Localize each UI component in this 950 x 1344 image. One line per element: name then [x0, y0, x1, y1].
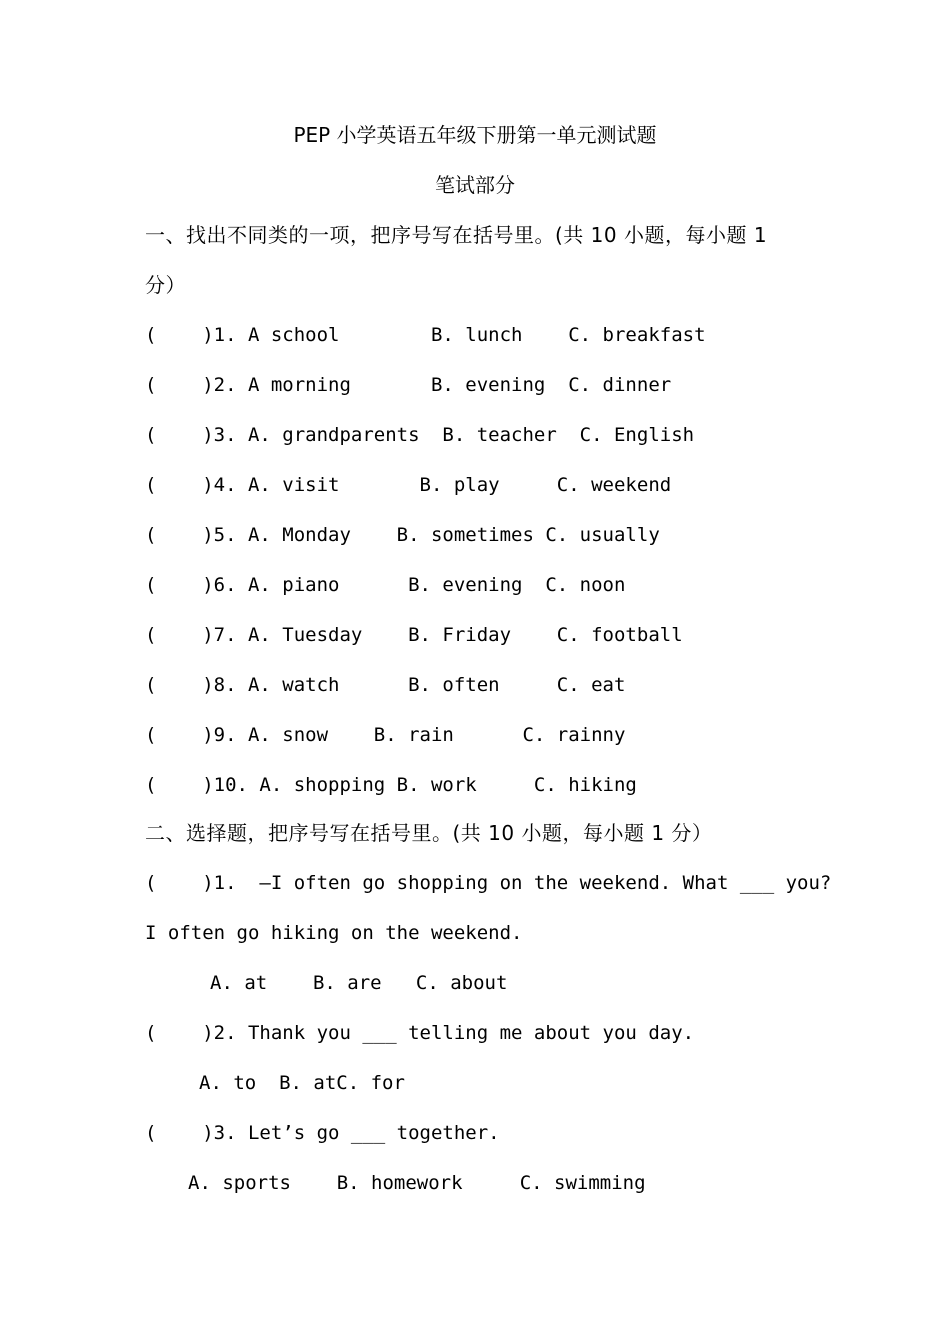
question-item: ( )8. A. watch B. often C. eat	[145, 674, 626, 696]
mc-question-2: ( )2. Thank you ___ telling me about you day.	[145, 1022, 695, 1044]
section1-heading-cont: 分）	[145, 273, 186, 297]
mc-question-1: ( )1. –I often go shopping on the weekend. What ___ you?	[145, 872, 832, 894]
page-subtitle: 笔试部分	[435, 173, 515, 197]
question-item: ( )1. A school B. lunch C. breakfast	[145, 324, 706, 346]
mc-options-3: A. sports B. homework C. swimming	[188, 1172, 646, 1194]
question-item: ( )10. A. shopping B. work C. hiking	[145, 774, 637, 796]
page-title: PEP 小学英语五年级下册第一单元测试题	[293, 123, 657, 147]
question-item: ( )2. A morning B. evening C. dinner	[145, 374, 672, 396]
question-item: ( )7. A. Tuesday B. Friday C. football	[145, 624, 683, 646]
section2-heading: 二、选择题，把序号写在括号里。(共 10 小题，每小题 1 分）	[145, 821, 713, 845]
question-item: ( )4. A. visit B. play C. weekend	[145, 474, 672, 496]
question-item: ( )3. A. grandparents B. teacher C. English	[145, 424, 695, 446]
mc-options-2: A. to B. atC. for	[199, 1072, 405, 1094]
question-item: ( )5. A. Monday B. sometimes C. usually	[145, 524, 660, 546]
mc-question-1-cont: I often go hiking on the weekend.	[145, 922, 523, 944]
mc-options-1: A. at B. are C. about	[210, 972, 508, 994]
mc-question-3: ( )3. Let’s go ___ together.	[145, 1122, 500, 1144]
question-item: ( )6. A. piano B. evening C. noon	[145, 574, 626, 596]
question-item: ( )9. A. snow B. rain C. rainny	[145, 724, 626, 746]
section1-heading: 一、找出不同类的一项，把序号写在括号里。(共 10 小题，每小题 1	[145, 223, 768, 247]
